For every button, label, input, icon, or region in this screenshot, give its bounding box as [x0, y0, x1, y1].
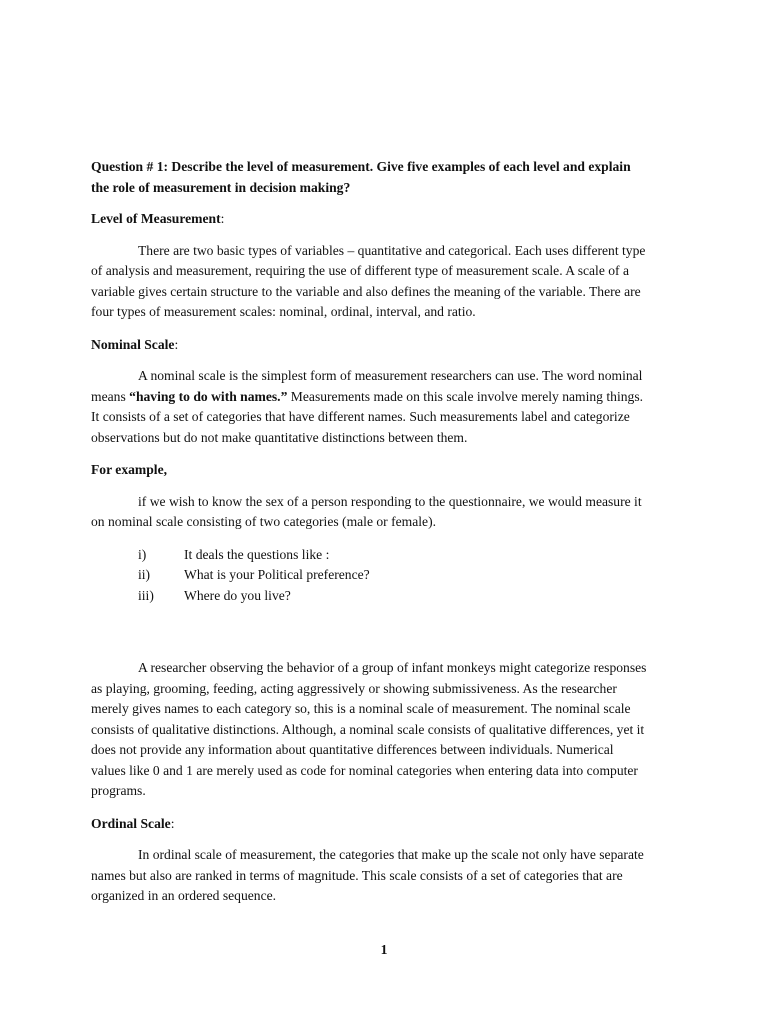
nominal-para-before: A nominal scale is the simplest form of measurement researchers can use. The word nominal means — [91, 368, 643, 404]
level-heading-text: Level of Measurement — [91, 211, 221, 226]
list-number: i) — [138, 546, 147, 562]
nominal-heading-colon: : — [174, 336, 179, 352]
example-paragraph: if we wish to know the sex of a person responding to the questionnaire, we would measure it on nominal scale consisting of two categories (male or female). — [91, 493, 642, 529]
level-paragraph: There are two basic types of variables – quantitative and categorical. Each uses different type of analysis and measurement, requiring the use of different type of measurement scale. A scale of a variable gives certain structure to the variable and also defines the meaning of the variable. There are four types of measurement scales: nominal, ordinal, interval, and ratio. — [91, 242, 646, 319]
monkeys-paragraph: A researcher observing the behavior of a group of infant monkeys might categorize responses as playing, grooming, feeding, acting aggressively or showing submissiveness. As the researcher merely gives names to each category so, this is a nominal scale of measurement. The nominal scale consists of qualitative distinctions. Although, a nominal scale consists of qualitative differences, yet it does not provide any information about quantitative differences between individuals. Numerical values like 0 and 1 are merely used as code for nominal categories when entering data into computer programs. — [91, 660, 647, 798]
list-text: What is your Political preference? — [184, 567, 370, 582]
example-heading: For example, — [91, 462, 168, 477]
page-content — [91, 157, 651, 919]
ordinal-heading-colon: : — [170, 815, 175, 831]
question-title: Question # 1: Describe the level of measurement. Give five examples of each level and explain the role of measurement in decision making? — [91, 159, 631, 195]
ordinal-heading-text: Ordinal Scale — [91, 815, 171, 831]
list-text: Where do you live? — [184, 587, 291, 603]
nominal-heading — [91, 335, 651, 356]
page-number: 1 — [380, 942, 388, 957]
level-heading — [91, 209, 651, 230]
list-text: It deals the questions like : — [184, 546, 330, 562]
nominal-paragraph — [91, 366, 651, 448]
question-list — [91, 545, 651, 607]
list-number: ii) — [138, 567, 151, 582]
level-heading-colon: : — [220, 211, 225, 226]
list-number: iii) — [138, 587, 154, 603]
ordinal-paragraph: In ordinal scale of measurement, the categories that make up the scale not only have separate names but also are ranked in terms of magnitude. This scale consists of a set of categories that are organized in an ordered sequence. — [91, 847, 644, 903]
ordinal-heading — [91, 814, 651, 835]
list-item — [138, 586, 651, 607]
list-item — [138, 565, 651, 586]
nominal-para-after: Measurements made on this scale involve merely naming things. It consists of a set of categories that have different names. Such measurements label and categorize observations but do not make quantitative distinctions between them. — [91, 388, 644, 445]
nominal-heading-text: Nominal Scale — [91, 336, 175, 352]
list-item — [138, 545, 651, 566]
nominal-para-bold: “having to do with names.” — [129, 388, 288, 404]
